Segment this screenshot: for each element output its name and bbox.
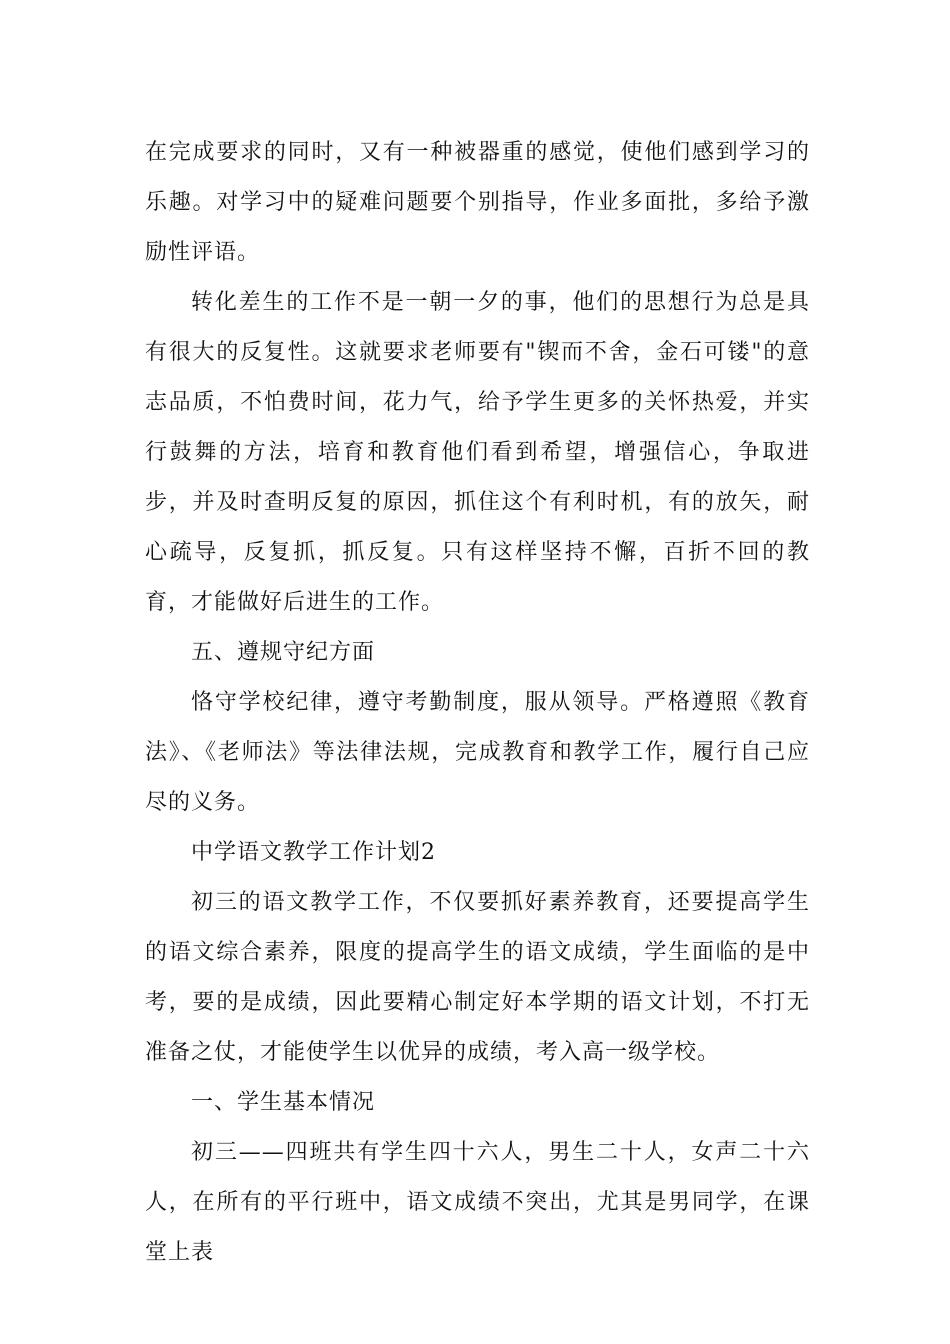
paragraph-continuation: 在完成要求的同时，又有一种被器重的感觉，使他们感到学习的乐趣。对学习中的疑难问题要个别指导，作业多面批，多给予激励性评语。: [145, 140, 810, 265]
section-heading-students: 一、学生基本情况: [191, 1090, 376, 1115]
section-heading-discipline: 五、遵规守纪方面: [191, 640, 376, 665]
paragraph-plan-intro: 初三的语文教学工作，不仅要抓好素养教育，还要提高学生的语文综合素养，限度的提高学生的语文成绩，学生面临的是中考，要的是成绩，因此要精心制定好本学期的语文计划，不打无准备之仗，才能使学生以优异的成绩，考入高一级学校。: [145, 890, 810, 1065]
paragraph-discipline: 恪守学校纪律，遵守考勤制度，服从领导。严格遵照《教育法》、《老师法》等法律法规，完成教育和教学工作，履行自己应尽的义务。: [145, 690, 810, 815]
plan-title: 中学语文教学工作计划2: [191, 840, 436, 865]
paragraph-students: 初三——四班共有学生四十六人，男生二十人，女声二十六人，在所有的平行班中，语文成绩不突出，尤其是男同学，在课堂上表: [145, 1140, 810, 1265]
paragraph-underachiever-transformation: 转化差生的工作不是一朝一夕的事，他们的思想行为总是具有很大的反复性。这就要求老师要有"锲而不舍，金石可镂"的意志品质，不怕费时间，花力气，给予学生更多的关怀热爱，并实行鼓舞的方法，培育和教育他们看到希望，增强信心，争取进步，并及时查明反复的原因，抓住这个有利时机，有的放矢，耐心疏导，反复抓，抓反复。只有这样坚持不懈，百折不回的教育，才能做好后进生的工作。: [145, 290, 810, 615]
document-body: [145, 128, 810, 1278]
